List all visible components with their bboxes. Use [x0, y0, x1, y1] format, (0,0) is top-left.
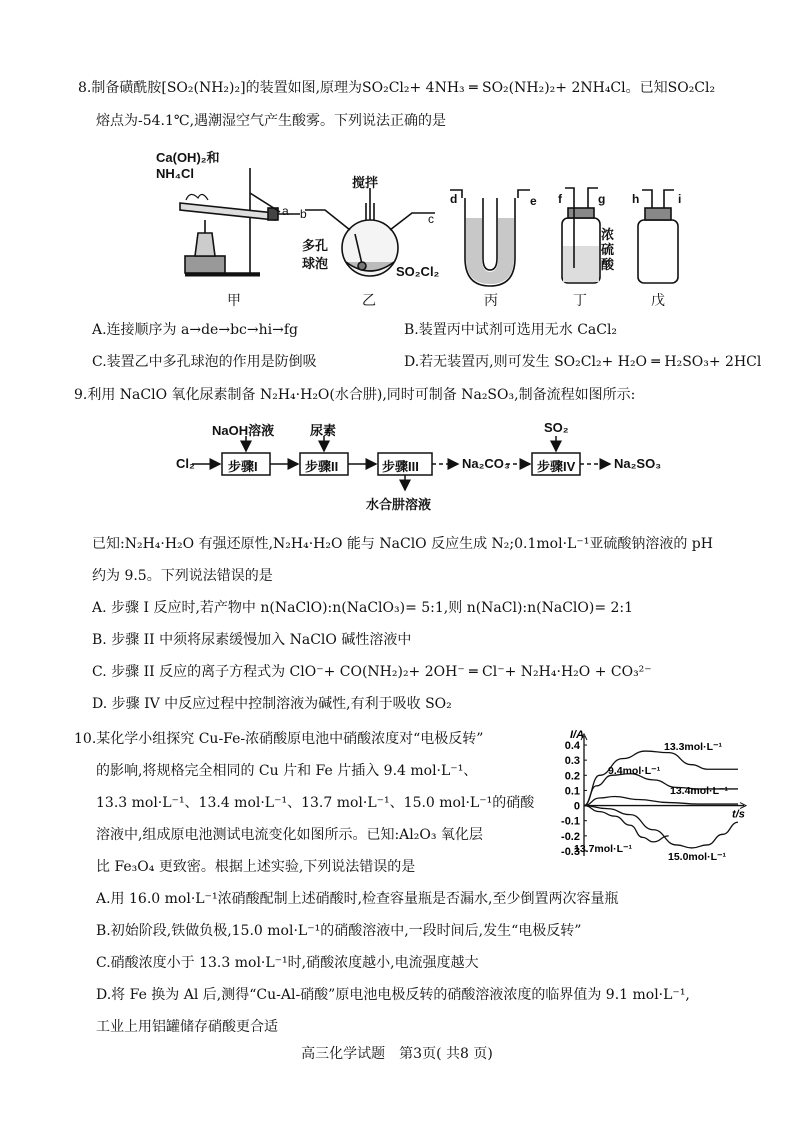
apparatus-label-yi: 乙: [362, 293, 376, 309]
flow-step2: 步骤II: [305, 459, 339, 474]
q8-option-b: B.装置丙中试剂可选用无水 CaCl₂: [404, 322, 618, 338]
y-tick-label: 0.4: [564, 740, 580, 753]
apparatus-bing: [450, 190, 530, 286]
flow-hydrazine: 水合肼溶液: [366, 497, 432, 512]
flow-urea: 尿素: [310, 423, 337, 438]
q10-option-a: A.用 16.0 mol·L⁻¹浓硝酸配制上述硝酸时,检查容量瓶是否漏水,至少倒置两次容量瓶: [96, 891, 619, 907]
port-i: i: [678, 192, 682, 206]
acid-label-3: 酸: [601, 257, 615, 272]
apparatus-label-jia: 甲: [227, 293, 241, 309]
q8-stem-line2: 熔点为-54.1℃,遇潮湿空气产生酸雾。下列说法正确的是: [96, 113, 447, 129]
q8-option-d: D.若无装置丙,则可发生 SO₂Cl₂+ H₂O ═ H₂SO₃+ 2HCl: [404, 354, 762, 370]
apparatus-label-wu: 戊: [651, 293, 665, 309]
y-tick-label: 0.2: [564, 770, 580, 783]
port-g: g: [598, 192, 606, 206]
port-e: e: [530, 194, 537, 208]
flow-step3: 步骤III: [382, 459, 419, 474]
apparatus-jia: [180, 168, 300, 275]
q9-known-line2: 约为 9.5。下列说法错误的是: [92, 568, 273, 584]
acid-label-1: 浓: [601, 227, 615, 242]
y-tick-label: 0: [573, 800, 580, 813]
port-b: b: [300, 207, 307, 221]
q10-option-d-line2: 工业上用铝罐储存硝酸更合适: [96, 1019, 278, 1035]
flow-step1: 步骤I: [228, 459, 258, 474]
port-a: a: [282, 204, 289, 218]
q9-known-line1: 已知:N₂H₄·H₂O 有强还原性,N₂H₄·H₂O 能与 NaClO 反应生成 N₂;0.1mol·L⁻¹亚硫酸钠溶液的 pH: [92, 536, 713, 552]
bubbler-label-2: 球泡: [302, 256, 329, 271]
apparatus-wu: [638, 190, 678, 283]
acid-label-2: 硫: [601, 242, 615, 257]
stir-label: 搅拌: [352, 175, 379, 190]
flow-cl2: Cl₂: [176, 456, 195, 471]
series-label-2: 13.4mol·L⁻¹: [670, 785, 729, 797]
apparatus-ding: [562, 188, 600, 283]
q9-option-a: A. 步骤 I 反应时,若产物中 n(NaClO):n(NaClO₃)= 5:1,则 n(NaCl):n(NaClO)= 2:1: [92, 600, 634, 616]
page-footer: 高三化学试题 第3页( 共8 页): [301, 1046, 493, 1062]
q9-stem: 9.利用 NaClO 氧化尿素制备 N₂H₄·H₂O(水合肼),同时可制备 Na₂SO₃,制备流程如图所示:: [74, 387, 636, 403]
y-axis-label: I/A: [570, 729, 585, 741]
y-tick-label: 0.1: [564, 785, 580, 798]
q10-option-c: C.硝酸浓度小于 13.3 mol·L⁻¹时,硝酸浓度越小,电流强度越大: [96, 955, 479, 971]
port-f: f: [558, 192, 562, 206]
y-tick-label: 0.3: [564, 755, 580, 768]
q10-option-b: B.初始阶段,铁做负极,15.0 mol·L⁻¹的硝酸溶液中,一段时间后,发生“电极反转”: [96, 923, 582, 939]
x-axis-label: t/s: [732, 808, 745, 821]
q9-option-b: B. 步骤 II 中须将尿素缓慢加入 NaClO 碱性溶液中: [92, 632, 412, 648]
flow-na2so3: Na₂SO₃: [614, 456, 662, 471]
series-label-1: 9.4mol·L⁻¹: [608, 765, 661, 777]
q10-current-chart: [540, 728, 750, 870]
port-h: h: [632, 192, 640, 206]
port-c: c: [428, 212, 434, 226]
series-line-4: [584, 806, 738, 848]
y-tick-label: -0.2: [561, 830, 580, 843]
flow-so2: SO₂: [544, 420, 569, 435]
flow-na2co3: Na₂CO₃: [462, 456, 510, 471]
q8-option-c: C.装置乙中多孔球泡的作用是防倒吸: [92, 354, 317, 370]
y-tick-label: -0.3: [561, 845, 580, 858]
reagent-label-2: NH₄Cl: [156, 166, 194, 181]
port-d: d: [450, 192, 458, 206]
series-line-3: [584, 806, 669, 842]
series-line-2: [584, 796, 738, 805]
q8-stem-line1: 8.制备磺酰胺[SO₂(NH₂)₂]的装置如图,原理为SO₂Cl₂+ 4NH₃ ═ SO₂(NH₂)₂+ 2NH₄Cl。已知SO₂Cl₂: [78, 80, 716, 96]
q10-stem-line3: 13.3 mol·L⁻¹、13.4 mol·L⁻¹、13.7 mol·L⁻¹、15.0 mol·L⁻¹的硝酸: [96, 795, 535, 811]
q10-stem-line5: 比 Fe₃O₄ 更致密。根据上述实验,下列说法错误的是: [96, 859, 416, 875]
flow-step4: 步骤IV: [537, 459, 576, 474]
apparatus-label-bing: 丙: [484, 293, 498, 309]
q9-option-c: C. 步骤 II 反应的离子方程式为 ClO⁻+ CO(NH₂)₂+ 2OH⁻ ═ Cl⁻+ N₂H₄·H₂O + CO₃²⁻: [92, 664, 652, 680]
q10-option-d-line1: D.将 Fe 换为 Al 后,测得“Cu-Al-硝酸”原电池电极反转的硝酸溶液浓度的临界值为 9.1 mol·L⁻¹,: [96, 987, 690, 1003]
series-label-0: 13.3mol·L⁻¹: [664, 741, 723, 753]
q10-stem-line4: 溶液中,组成原电池测试电流变化如图所示。已知:Al₂O₃ 氧化层: [96, 827, 483, 843]
bubbler-label-1: 多孔: [302, 238, 329, 253]
flow-naoh: NaOH溶液: [212, 423, 275, 438]
q9-option-d: D. 步骤 IV 中反应过程中控制溶液为碱性,有利于吸收 SO₂: [92, 696, 452, 712]
q10-stem-line2: 的影响,将规格完全相同的 Cu 片和 Fe 片插入 9.4 mol·L⁻¹、: [96, 763, 478, 779]
apparatus-label-ding: 丁: [573, 293, 587, 309]
q10-stem-line1: 10.某化学小组探究 Cu-Fe-浓硝酸原电池中硝酸浓度对“电极反转”: [74, 731, 484, 747]
q8-apparatus-figure: [150, 148, 710, 308]
so2cl2-label: SO₂Cl₂: [396, 264, 440, 279]
reagent-label-1: Ca(OH)₂和: [156, 150, 220, 165]
y-tick-label: -0.1: [561, 815, 580, 828]
q8-option-a: A.连接顺序为 a→de→bc→hi→fg: [92, 322, 298, 338]
series-label-4: 15.0mol·L⁻¹: [668, 851, 727, 863]
series-label-3: 13.7mol·L⁻¹: [574, 843, 633, 855]
